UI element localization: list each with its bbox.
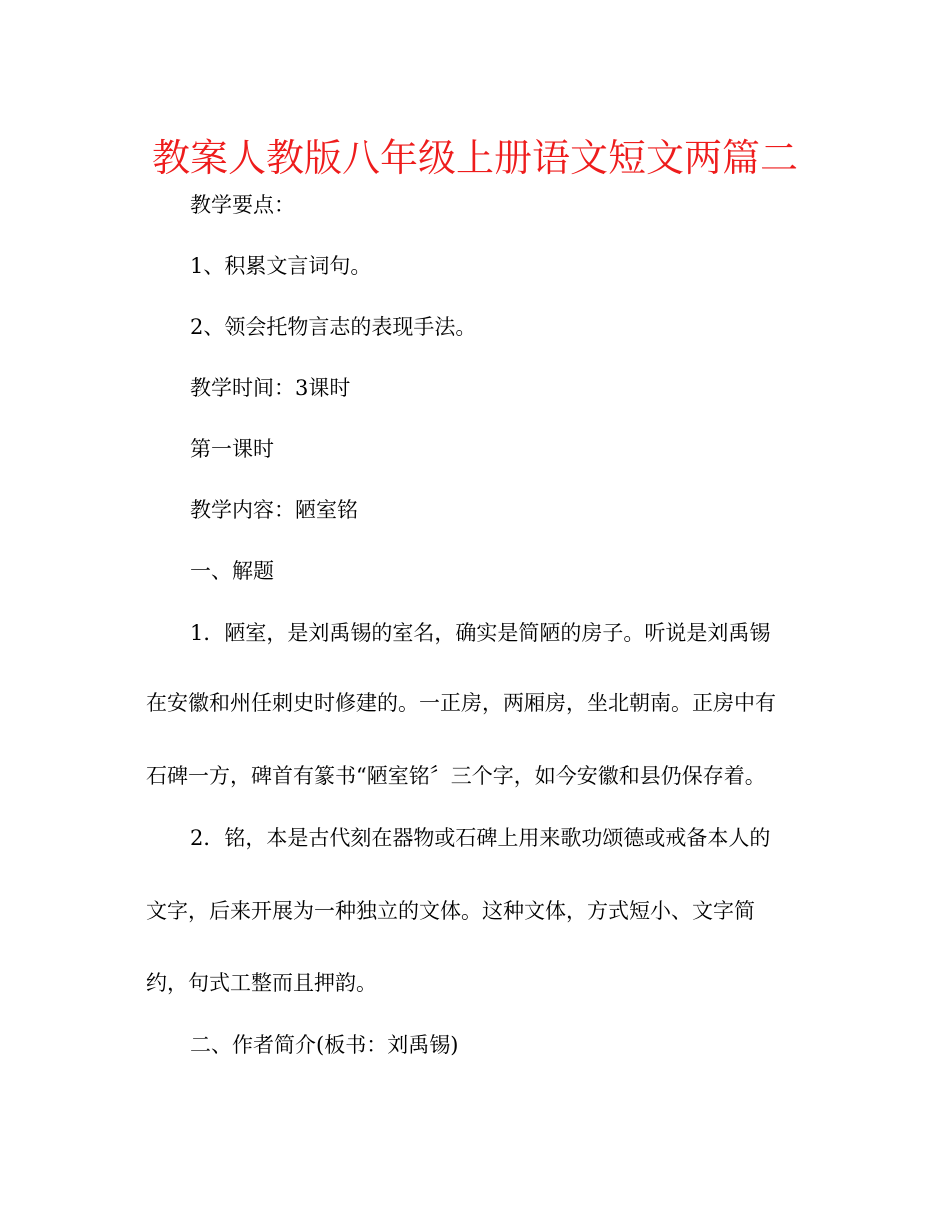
paragraph-first-lesson: 第一课时 (190, 437, 274, 461)
paragraph-explanation-2-line-2: 文字，后来开展为一种独立的文体。这种文体，方式短小、文字简 (146, 899, 755, 923)
paragraph-explanation-1-line-1: 1．陋室，是刘禹锡的室名，确实是简陋的房子。听说是刘禹锡 (190, 621, 771, 645)
document-title: 教案人教版八年级上册语文短文两篇二 (151, 136, 798, 180)
paragraph-explanation-2-line-3: 约，句式工整而且押韵。 (146, 971, 377, 995)
paragraph-point-2: 2、领会托物言志的表现手法。 (190, 315, 477, 339)
paragraph-teaching-time: 教学时间：3课时 (190, 376, 351, 400)
paragraph-explanation-2-line-1: 2．铭，本是古代刻在器物或石碑上用来歌功颂德或戒备本人的 (190, 826, 771, 850)
section-heading-author-intro: 二、作者简介(板书：刘禹锡) (190, 1033, 459, 1057)
paragraph-teaching-content: 教学内容：陋室铭 (190, 498, 358, 522)
paragraph-explanation-1-line-2: 在安徽和州任刺史时修建的。一正房，两厢房，坐北朝南。正房中有 (146, 691, 776, 715)
paragraph-teaching-points-heading: 教学要点： (190, 193, 295, 217)
section-heading-title-explanation: 一、解题 (190, 559, 274, 583)
paragraph-explanation-1-line-3: 石碑一方，碑首有篆书“陋室铭〞三个字，如今安徽和县仍保存着。 (146, 764, 766, 788)
paragraph-point-1: 1、积累文言词句。 (190, 254, 372, 278)
